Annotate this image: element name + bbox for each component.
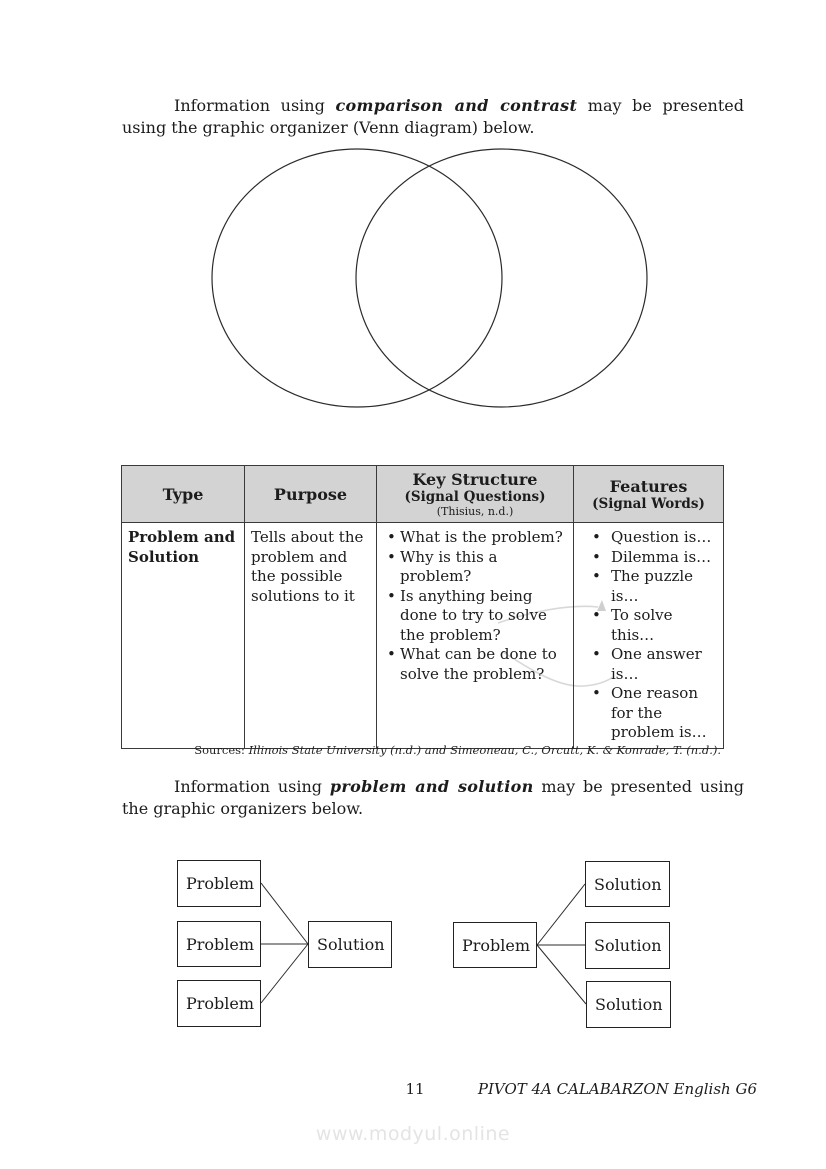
intro-paragraph-suffix: may be presented using the graphic organizer (Venn diagram) below.: [122, 96, 744, 137]
list-item: • What can be done to solve the problem?: [387, 645, 567, 684]
intro-paragraph-prefix: Information using: [174, 96, 336, 115]
list-item: • The puzzle is…: [592, 567, 717, 606]
table-row: [122, 523, 724, 749]
list-item: • What is the problem?: [387, 528, 567, 548]
header-type-label: Type: [162, 484, 204, 504]
header-features-sub: (Signal Words): [592, 495, 705, 512]
features-list: [580, 528, 717, 743]
cell-type: Problem and Solution: [122, 523, 245, 749]
sources-citation: Illinois State University (n.d.) and Simeoneau, C., Orcutt, K. & Konrade, T. (n.d.).: [248, 743, 721, 757]
venn-left-circle: [212, 149, 502, 407]
header-key-structure-label: Key Structure: [412, 470, 538, 489]
connector-line: [261, 883, 308, 944]
key-structure-list: [383, 528, 567, 684]
list-item: • Dilemma is…: [592, 548, 717, 568]
right-organizer-solution-box-2: Solution: [585, 922, 670, 969]
header-purpose: [245, 466, 377, 523]
list-item: • Is anything being done to try to solve the problem?: [387, 587, 567, 646]
sources-line: [121, 743, 721, 757]
watermark-text: www.modyul.online: [315, 1123, 511, 1145]
connector-line: [537, 945, 586, 1004]
intro-paragraph: [122, 95, 744, 138]
cell-key-structure: [377, 523, 574, 749]
intro-paragraph-emphasis: comparison and contrast: [335, 96, 578, 115]
left-organizer-problem-box-3: Problem: [177, 980, 261, 1027]
connector-line: [537, 884, 585, 945]
page-number: 11: [405, 1080, 425, 1098]
header-features-label: Features: [609, 476, 688, 496]
left-organizer-solution-box: Solution: [308, 921, 392, 968]
list-item: • Why is this a problem?: [387, 548, 567, 587]
header-key-structure: [377, 466, 574, 523]
venn-diagram: [212, 149, 647, 407]
table-header-row: [122, 466, 724, 523]
right-organizer-connectors: [537, 884, 586, 1004]
header-purpose-label: Purpose: [273, 484, 348, 504]
cell-purpose: Tells about the problem and the possible solutions to it: [245, 523, 377, 749]
sources-label: Sources:: [194, 743, 249, 757]
cell-features: [574, 523, 724, 749]
second-paragraph-suffix: may be presented using the graphic organizers below.: [122, 777, 744, 818]
second-paragraph: [122, 776, 744, 819]
right-organizer-problem-box: Problem: [453, 922, 537, 968]
list-item: • To solve this…: [592, 606, 717, 645]
second-paragraph-prefix: Information using: [174, 777, 330, 796]
left-organizer-problem-box-1: Problem: [177, 860, 261, 907]
header-key-structure-note: (Thisius, n.d.): [436, 505, 514, 518]
header-features: [574, 466, 724, 523]
left-organizer-connectors: [261, 883, 308, 1003]
right-organizer-solution-box-1: Solution: [585, 861, 670, 907]
header-type: [122, 466, 245, 523]
text-structure-table: [121, 465, 724, 749]
list-item: • Question is…: [592, 528, 717, 548]
second-paragraph-emphasis: problem and solution: [329, 777, 534, 796]
right-organizer-solution-box-3: Solution: [586, 981, 671, 1028]
list-item: • One answer is…: [592, 645, 717, 684]
list-item: • One reason for the problem is…: [592, 684, 717, 743]
footer-module-title: PIVOT 4A CALABARZON English G6: [477, 1080, 757, 1098]
header-key-structure-sub: (Signal Questions): [404, 489, 546, 505]
left-organizer-problem-box-2: Problem: [177, 921, 261, 967]
connector-line: [261, 944, 308, 1003]
